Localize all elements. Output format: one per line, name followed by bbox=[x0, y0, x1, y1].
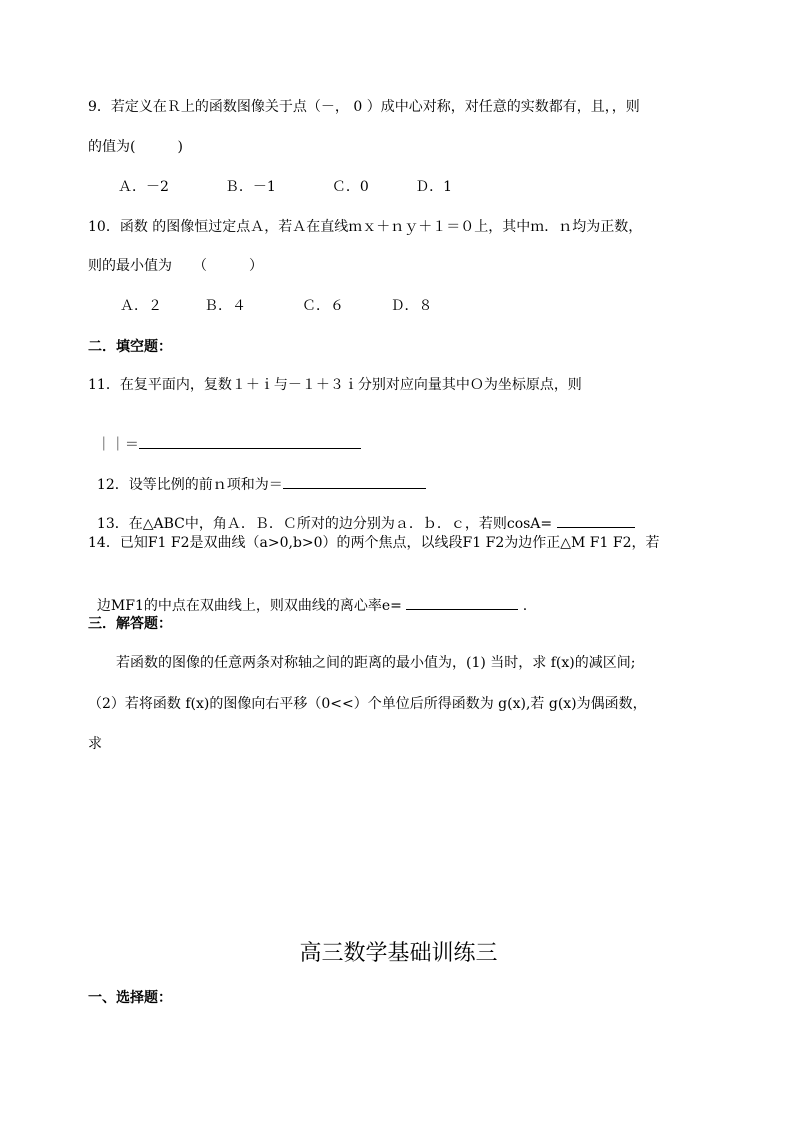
q10-options: Ａ．２ Ｂ．４ Ｃ．６ Ｄ．８ bbox=[120, 298, 433, 314]
q14-answer-blank bbox=[406, 595, 518, 610]
q14-line2-suffix: . bbox=[518, 598, 528, 614]
problem-line3: 求 bbox=[88, 736, 102, 752]
q10-line1: 10．函数 的图像恒过定点Ａ，若Ａ在直线ｍｘ＋ｎｙ＋１＝０上，其中ｍ．ｎ均为正数， bbox=[88, 219, 643, 235]
page-title: 高三数学基础训练三 bbox=[299, 941, 498, 966]
problem-line2: （2）若将函数 f(x)的图像向右平移（0<<）个单位后所得函数为 g(x),若 g(x)为偶函数， bbox=[88, 696, 647, 712]
q11-line1: 11．在复平面内，复数１＋ｉ与－１＋３ｉ分别对应向量其中Ｏ为坐标原点，则 bbox=[88, 377, 582, 393]
section3-heading: 三．解答题： bbox=[88, 616, 172, 632]
q13-prefix: 13．在△ABC中，角Ａ．Ｂ．Ｃ所对的边分别为ａ．ｂ．ｃ，若则cosA= bbox=[96, 516, 557, 532]
q14-line2 bbox=[88, 575, 527, 616]
q11-line2 bbox=[88, 414, 361, 455]
q11-line2-prefix: ｜｜＝ bbox=[96, 437, 139, 453]
q9-line1: 9．若定义在Ｒ上的函数图像关于点（－， 0 ）成中心对称，对任意的实数都有，且，，则 bbox=[88, 99, 640, 115]
q11-answer-blank bbox=[139, 434, 361, 449]
q13-answer-blank bbox=[557, 513, 635, 528]
q10-line2: 则的最小值为 （ ） bbox=[88, 258, 263, 274]
q12-answer-blank bbox=[283, 474, 426, 489]
problem-line1: 若函数的图像的任意两条对称轴之间的距离的最小值为，(1) 当时，求 f(x)的减区间; bbox=[88, 655, 636, 671]
section2-heading: 二．填空题： bbox=[88, 339, 172, 355]
q14-line1: 14．已知F1 F2是双曲线（a>0,b>0）的两个焦点，以线段F1 F2为边作正△M F1 F2，若 bbox=[88, 535, 660, 551]
q12-prefix: 12．设等比例的前ｎ项和为＝ bbox=[96, 477, 283, 493]
section1-heading: 一、选择题： bbox=[88, 990, 172, 1006]
q13-line bbox=[88, 493, 635, 534]
q9-options: Ａ．－2 Ｂ．－1 Ｃ．0 Ｄ．1 bbox=[118, 179, 453, 195]
q9-line2: 的值为( ) bbox=[88, 139, 183, 155]
q12-line bbox=[88, 454, 426, 495]
q14-line2-prefix: 边MF1的中点在双曲线上，则双曲线的离心率e= bbox=[96, 598, 407, 614]
